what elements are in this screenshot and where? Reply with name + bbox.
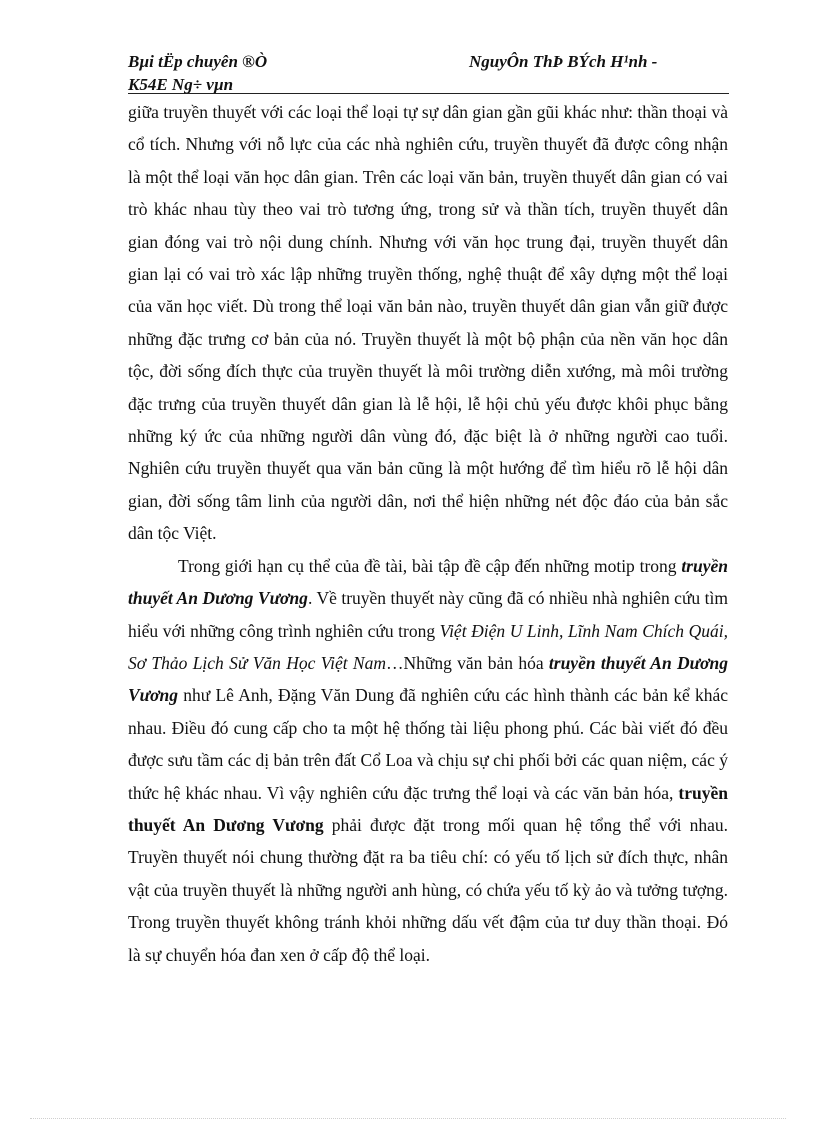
paragraph-2-text: Trong giới hạn cụ thể của đề tài, bài tập đề cập đến những motip trong: [178, 555, 682, 576]
emphasis-title: truyền thuyết An Dương Vương: [128, 555, 728, 609]
header-course-title: Bµi tËp chuyên ®Ò: [128, 52, 268, 71]
work-titles: Việt Điện U Linh, Lĩnh Nam Chích Quái, Sơ Thảo Lịch Sử Văn Học Việt Nam: [128, 620, 728, 673]
paragraph-2-text: …Những văn bản hóa: [385, 652, 549, 673]
header-author-name: NguyÔn ThÞ BÝch H¹nh -: [469, 52, 658, 71]
paragraph-2: [128, 550, 728, 971]
paragraph-1: giữa truyền thuyết với các loại thể loại tự sự dân gian gần gũi khác như: thần thoại và cổ tích. Nhưng với nỗ lực của các nhà nghiên cứu, truyền thuyết đã được công nhận là một thể loại văn học dân gian. Trên các loại văn bản, truyền thuyết dân gian có vai trò khác nhau tùy theo vai trò tương ứng, trong sử và thần tích, truyền thuyết dân gian đóng vai trò nội dung chính. Nhưng với văn học trung đại, truyền thuyết dân gian lại có vai trò xác lập những truyền thống, nghệ thuật để xây dựng một thể loại của văn học viết. Dù trong thể loại văn bản nào, truyền thuyết dân gian vẫn giữ được những đặc trưng cơ bản của nó. Truyền thuyết là một bộ phận của nền văn học dân tộc, đời sống đích thực của truyền thuyết là môi trường diễn xướng, mà môi trường đặc trưng của truyền thuyết dân gian là lễ hội, lễ hội chủ yếu được khôi phục bằng những ký ức của những người dân vùng đó, đặc biệt là ở những người cao tuổi. Nghiên cứu truyền thuyết qua văn bản cũng là một hướng để tìm hiểu rõ lễ hội dân gian, đời sống tâm linh của người dân, nơi thể hiện những nét độc đáo của bản sắc dân tộc Việt.: [128, 102, 728, 544]
page-bottom-border: [30, 1118, 786, 1119]
paragraph-2-text: như Lê Anh, Đặng Văn Dung đã nghiên cứu các hình thành các bản kể khác nhau. Điều đó cung cấp cho ta một hệ thống tài liệu phong phú. Các bài viết đó đều được sưu tầm các dị bản trên đất Cổ Loa và chịu sự chi phối bởi các quan niệm, các ý thức hệ khác nhau. Vì vậy nghiên cứu đặc trưng thể loại và các văn bản hóa,: [128, 685, 728, 803]
header-class-name: K54E Ng÷ vµn: [128, 75, 234, 94]
header-divider: [128, 93, 729, 94]
document-body: [128, 96, 728, 971]
paragraph-2-text: . Về truyền thuyết này cũng đã có nhiều nhà nghiên cứu tìm hiểu với những công trình nghiên cứu trong: [128, 588, 728, 641]
emphasis-title: truyền thuyết An Dương Vương: [128, 652, 728, 706]
emphasis-title-bold: truyền thuyết An Dương Vương: [128, 782, 728, 835]
paragraph-2-text: phải được đặt trong mối quan hệ tổng thể với nhau. Truyền thuyết nói chung thường đặt ra ba tiêu chí: có yếu tố lịch sử đích thực, nhân vật của truyền thuyết là những người anh hùng, có chứa yếu tố kỳ ảo và tưởng tượng. Trong truyền thuyết không tránh khỏi những dấu vết đậm của tư duy thần thoại. Đó là sự chuyển hóa đan xen ở cấp độ thể loại.: [128, 814, 728, 965]
